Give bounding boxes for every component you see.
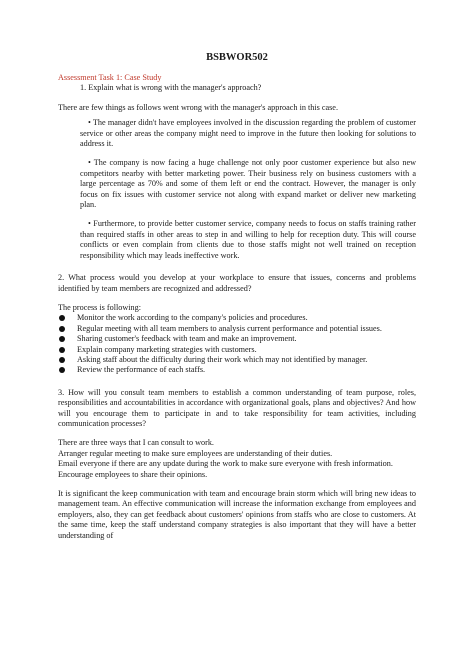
- document-body: [58, 52, 416, 541]
- process-list: [58, 313, 416, 375]
- bullet-icon: [59, 357, 65, 363]
- question-1: 1. Explain what is wrong with the manager's approach?: [80, 83, 262, 93]
- task-heading: Assessment Task 1: Case Study: [58, 73, 162, 82]
- list-item: Monitor the work according to the company's policies and procedures.: [58, 313, 416, 323]
- list-item: Explain company marketing strategies with customers.: [58, 345, 416, 355]
- bullet-icon: [59, 336, 65, 342]
- list-item: Sharing customer's feedback with team and make an improvement.: [58, 334, 416, 344]
- q1-point: • The manager didn't have employees involved in the discussion regarding the problem of customer service or other areas the company might need to improve in the future then looking for solutions to address it.: [80, 118, 416, 149]
- document-title: BSBWOR502: [206, 52, 268, 63]
- bullet-icon: [59, 367, 65, 373]
- q1-intro: There are few things as follows went wrong with the manager's approach in this case.: [58, 102, 338, 112]
- list-item: Asking staff about the difficulty during their work which may not identified by manager.: [58, 355, 416, 365]
- closing-paragraph: It is significant the keep communication with team and encourage brain storm which will bring new ideas to management team. An effective communication will increase the information exchange from employees and employers, also, they can get feedback about customers' opinions from staffs who are close to customers. At the same time, keep the staff understand company strategies is also important that they will have a better understanding of: [58, 489, 416, 540]
- list-item: Review the performance of each staffs.: [58, 365, 416, 375]
- list-item: Regular meeting with all team members to analysis current performance and potential issues.: [58, 324, 416, 334]
- question-3: 3. How will you consult team members to establish a common understanding of team purpose, roles, responsibilities and accountabilities in accordance with organizational goals, plans and objectives? And how will you encourage them to participate in and to take responsibility for team activities, including communication processes?: [58, 387, 416, 428]
- ways-intro: There are three ways that I can consult to work.: [58, 438, 214, 448]
- way-item: Arranger regular meeting to make sure employees are understanding of their duties.: [58, 448, 333, 458]
- question-2: 2. What process would you develop at your workplace to ensure that issues, concerns and problems identified by team members are recognized and addressed?: [58, 273, 416, 293]
- q1-point: • The company is now facing a huge challenge not only poor customer experience but also new competitors nearby with better marketing power. Their business rely on business customers with a large percentage as 70% and some of them left or end the contract. However, the manager is only focus on fix issues with customer service not along with expand market or deliver new marketing plan.: [80, 158, 416, 210]
- way-item: Encourage employees to share their opinions.: [58, 469, 208, 479]
- q1-point: • Furthermore, to provide better customer service, company needs to focus on staffs training rather than required staffs in other areas to step in and willing to help for reception duty. This will course conflicts or even complain from clients due to those staffs might not well trained on reception responsibility which may leads ineffective work.: [80, 219, 416, 260]
- process-intro: The process is following:: [58, 302, 141, 312]
- bullet-icon: [59, 315, 65, 321]
- way-item: Email everyone if there are any update during the work to make sure everyone with fresh information.: [58, 459, 393, 469]
- bullet-icon: [59, 347, 65, 353]
- bullet-icon: [59, 326, 65, 332]
